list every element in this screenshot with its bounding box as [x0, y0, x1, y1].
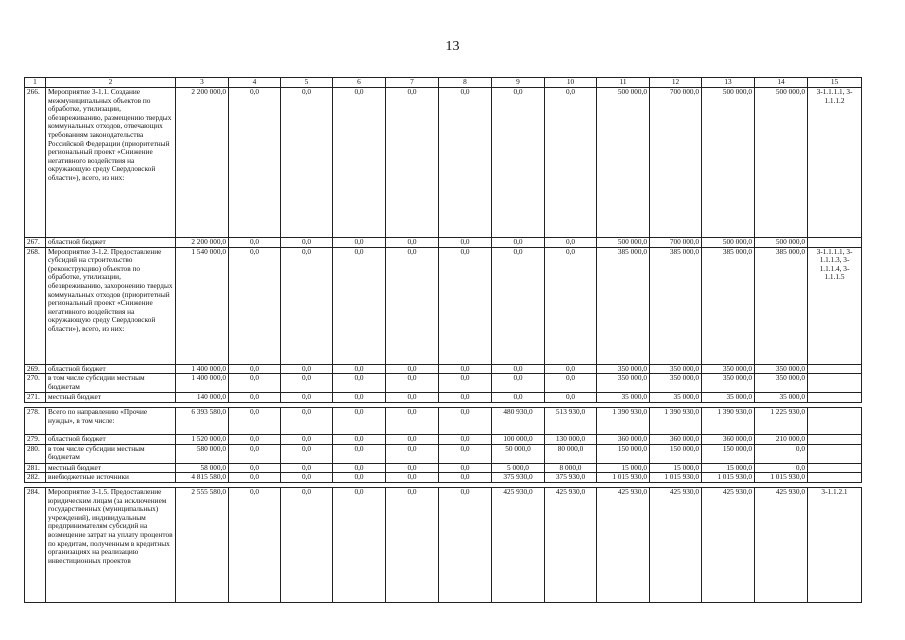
header-cell: 6: [333, 78, 386, 88]
amount-cell: 0,0: [386, 435, 439, 445]
amount-cell: 150 000,0: [597, 444, 650, 463]
target-code-cell: [808, 364, 862, 374]
amount-cell: 0,0: [281, 435, 333, 445]
amount-cell: 700 000,0: [650, 88, 702, 238]
amount-cell: 0,0: [439, 444, 492, 463]
row-number-cell: 267.: [25, 238, 46, 248]
table-row: [25, 88, 862, 238]
amount-cell: 0,0: [229, 238, 281, 248]
target-code-cell: [808, 463, 862, 473]
amount-cell: 0,0: [229, 393, 281, 403]
table-row: [25, 487, 862, 602]
header-cell: 10: [545, 78, 597, 88]
amount-cell: 4 815 580,0: [176, 473, 229, 483]
amount-cell: 0,0: [439, 473, 492, 483]
amount-cell: 0,0: [386, 473, 439, 483]
amount-cell: 2 555 580,0: [176, 487, 229, 602]
table-row: [25, 364, 862, 374]
amount-cell: 700 000,0: [650, 238, 702, 248]
amount-cell: 0,0: [545, 88, 597, 238]
header-cell: 1: [25, 78, 46, 88]
amount-cell: 0,0: [386, 247, 439, 364]
description-cell: областной бюджет: [46, 364, 176, 374]
amount-cell: 0,0: [333, 435, 386, 445]
amount-cell: 1 225 930,0: [755, 408, 808, 435]
amount-cell: 0,0: [545, 238, 597, 248]
amount-cell: 0,0: [439, 487, 492, 602]
amount-cell: 2 200 000,0: [176, 238, 229, 248]
amount-cell: 0,0: [229, 444, 281, 463]
amount-cell: 0,0: [333, 473, 386, 483]
amount-cell: 0,0: [281, 364, 333, 374]
amount-cell: 350 000,0: [650, 364, 702, 374]
amount-cell: 350 000,0: [755, 374, 808, 393]
amount-cell: 350 000,0: [702, 374, 755, 393]
amount-cell: 0,0: [333, 487, 386, 602]
amount-cell: 0,0: [333, 374, 386, 393]
amount-cell: 130 000,0: [545, 435, 597, 445]
amount-cell: 385 000,0: [755, 247, 808, 364]
amount-cell: 140 000,0: [176, 393, 229, 403]
header-cell: 8: [439, 78, 492, 88]
amount-cell: 50 000,0: [492, 444, 545, 463]
table-header-row: [25, 78, 862, 88]
row-number-cell: 284.: [25, 487, 46, 602]
amount-cell: 580 000,0: [176, 444, 229, 463]
amount-cell: 35 000,0: [702, 393, 755, 403]
page-number: 13: [445, 39, 460, 54]
amount-cell: 425 930,0: [755, 487, 808, 602]
row-number-cell: 270.: [25, 374, 46, 393]
amount-cell: 0,0: [281, 238, 333, 248]
header-cell: 5: [281, 78, 333, 88]
amount-cell: 2 200 000,0: [176, 88, 229, 238]
amount-cell: 500 000,0: [702, 88, 755, 238]
amount-cell: 0,0: [333, 444, 386, 463]
amount-cell: 5 000,0: [492, 463, 545, 473]
amount-cell: 0,0: [386, 374, 439, 393]
amount-cell: 0,0: [386, 238, 439, 248]
amount-cell: 1 015 930,0: [650, 473, 702, 483]
amount-cell: 0,0: [439, 364, 492, 374]
amount-cell: 0,0: [229, 473, 281, 483]
amount-cell: 0,0: [755, 463, 808, 473]
amount-cell: 150 000,0: [650, 444, 702, 463]
amount-cell: 0,0: [386, 88, 439, 238]
amount-cell: 0,0: [229, 435, 281, 445]
amount-cell: 375 930,0: [492, 473, 545, 483]
row-number-cell: 266.: [25, 88, 46, 238]
amount-cell: 480 930,0: [492, 408, 545, 435]
header-cell: 13: [702, 78, 755, 88]
description-cell: в том числе субсидии местным бюджетам: [46, 444, 176, 463]
amount-cell: 0,0: [281, 473, 333, 483]
amount-cell: 350 000,0: [597, 364, 650, 374]
amount-cell: 1 400 000,0: [176, 374, 229, 393]
header-cell: 14: [755, 78, 808, 88]
row-number-cell: 271.: [25, 393, 46, 403]
amount-cell: 500 000,0: [702, 238, 755, 248]
amount-cell: 0,0: [439, 408, 492, 435]
amount-cell: 0,0: [281, 487, 333, 602]
table-row: [25, 444, 862, 463]
amount-cell: 425 930,0: [702, 487, 755, 602]
amount-cell: 150 000,0: [702, 444, 755, 463]
amount-cell: 500 000,0: [755, 88, 808, 238]
amount-cell: 1 390 930,0: [702, 408, 755, 435]
amount-cell: 425 930,0: [650, 487, 702, 602]
amount-cell: 0,0: [229, 463, 281, 473]
amount-cell: 0,0: [281, 88, 333, 238]
amount-cell: 35 000,0: [597, 393, 650, 403]
amount-cell: 0,0: [545, 364, 597, 374]
amount-cell: 0,0: [545, 393, 597, 403]
target-code-cell: [808, 374, 862, 393]
target-code-cell: [808, 444, 862, 463]
amount-cell: 425 930,0: [545, 487, 597, 602]
amount-cell: 0,0: [333, 408, 386, 435]
row-number-cell: 281.: [25, 463, 46, 473]
amount-cell: 0,0: [333, 88, 386, 238]
amount-cell: 0,0: [229, 247, 281, 364]
header-cell: 2: [46, 78, 176, 88]
amount-cell: 0,0: [439, 435, 492, 445]
target-code-cell: [808, 473, 862, 483]
amount-cell: 0,0: [386, 444, 439, 463]
amount-cell: 0,0: [439, 88, 492, 238]
header-cell: 3: [176, 78, 229, 88]
target-code-cell: 3-1.1.2.1: [808, 487, 862, 602]
amount-cell: 513 930,0: [545, 408, 597, 435]
description-cell: Мероприятие 3-1.2. Предоставление субсидий на строительство (реконструкцию) объектов по обработке, утилизации, обезвреживанию, захоронению твердых коммунальных отходов (приоритетный региональный проект «Снижение негативного воздействия на окружающую среду Свердловской области»), всего, из них:: [46, 247, 176, 364]
header-cell: 7: [386, 78, 439, 88]
amount-cell: 0,0: [492, 88, 545, 238]
amount-cell: 0,0: [439, 393, 492, 403]
table-row: [25, 463, 862, 473]
amount-cell: 0,0: [545, 374, 597, 393]
amount-cell: 425 930,0: [492, 487, 545, 602]
amount-cell: 1 015 930,0: [597, 473, 650, 483]
table-row: [25, 473, 862, 483]
amount-cell: 1 540 000,0: [176, 247, 229, 364]
amount-cell: 0,0: [386, 463, 439, 473]
row-number-cell: 282.: [25, 473, 46, 483]
target-code-cell: 3-1.1.1.1, 3-1.1.1.3, 3-1.1.1.4, 3-1.1.1.5: [808, 247, 862, 364]
amount-cell: 0,0: [492, 364, 545, 374]
target-code-cell: 3-1.1.1.1, 3-1.1.1.2: [808, 88, 862, 238]
amount-cell: 385 000,0: [597, 247, 650, 364]
budget-table: [24, 77, 862, 603]
amount-cell: 360 000,0: [597, 435, 650, 445]
description-cell: местный бюджет: [46, 393, 176, 403]
amount-cell: 0,0: [281, 247, 333, 364]
description-cell: местный бюджет: [46, 463, 176, 473]
amount-cell: 385 000,0: [650, 247, 702, 364]
description-cell: Всего по направлению «Прочие нужды», в том числе:: [46, 408, 176, 435]
amount-cell: 350 000,0: [755, 364, 808, 374]
table-row: [25, 435, 862, 445]
amount-cell: 0,0: [229, 487, 281, 602]
amount-cell: 0,0: [229, 408, 281, 435]
amount-cell: 0,0: [439, 238, 492, 248]
amount-cell: 360 000,0: [650, 435, 702, 445]
amount-cell: 0,0: [229, 88, 281, 238]
amount-cell: 0,0: [333, 247, 386, 364]
amount-cell: 425 930,0: [597, 487, 650, 602]
amount-cell: 0,0: [281, 393, 333, 403]
amount-cell: 0,0: [281, 444, 333, 463]
amount-cell: 0,0: [439, 374, 492, 393]
amount-cell: 0,0: [755, 444, 808, 463]
amount-cell: 58 000,0: [176, 463, 229, 473]
amount-cell: 210 000,0: [755, 435, 808, 445]
amount-cell: 35 000,0: [650, 393, 702, 403]
amount-cell: 350 000,0: [702, 364, 755, 374]
amount-cell: 0,0: [386, 408, 439, 435]
amount-cell: 0,0: [386, 393, 439, 403]
target-code-cell: [808, 408, 862, 435]
amount-cell: 1 400 000,0: [176, 364, 229, 374]
amount-cell: 80 000,0: [545, 444, 597, 463]
header-cell: 15: [808, 78, 862, 88]
row-number-cell: 268.: [25, 247, 46, 364]
description-cell: Мероприятие 3-1.5. Предоставление юридическим лицам (за исключением государственных (муниципальных) учреждений), индивидуальным предпринимателям субсидий на возмещение затрат на уплату процентов по кредитам, полученным в кредитных организациях на реализацию инвестиционных проектов: [46, 487, 176, 602]
amount-cell: 6 393 580,0: [176, 408, 229, 435]
header-cell: 9: [492, 78, 545, 88]
description-cell: внебюджетные источники: [46, 473, 176, 483]
amount-cell: 15 000,0: [650, 463, 702, 473]
amount-cell: 0,0: [281, 374, 333, 393]
amount-cell: 500 000,0: [755, 238, 808, 248]
amount-cell: 15 000,0: [702, 463, 755, 473]
amount-cell: 350 000,0: [650, 374, 702, 393]
amount-cell: 15 000,0: [597, 463, 650, 473]
amount-cell: 360 000,0: [702, 435, 755, 445]
header-cell: 4: [229, 78, 281, 88]
amount-cell: 0,0: [281, 463, 333, 473]
amount-cell: 0,0: [545, 247, 597, 364]
target-code-cell: [808, 435, 862, 445]
amount-cell: 500 000,0: [597, 238, 650, 248]
description-cell: Мероприятие 3-1.1. Создание межмуниципальных объектов по обработке, утилизации, обезвреживанию, размещению твердых коммунальных отходов, отвечающих требованиям законодательства Российской Федерации (приоритетный региональный проект «Снижение негативного воздействия на окружающую среду Свердловской области»), всего, из них:: [46, 88, 176, 238]
amount-cell: 1 520 000,0: [176, 435, 229, 445]
amount-cell: 0,0: [386, 364, 439, 374]
amount-cell: 0,0: [439, 463, 492, 473]
table-row: [25, 374, 862, 393]
row-number-cell: 278.: [25, 408, 46, 435]
amount-cell: 100 000,0: [492, 435, 545, 445]
description-cell: областной бюджет: [46, 435, 176, 445]
amount-cell: 0,0: [333, 463, 386, 473]
amount-cell: 0,0: [492, 247, 545, 364]
target-code-cell: [808, 393, 862, 403]
amount-cell: 1 015 930,0: [755, 473, 808, 483]
amount-cell: 500 000,0: [597, 88, 650, 238]
amount-cell: 8 000,0: [545, 463, 597, 473]
amount-cell: 0,0: [386, 487, 439, 602]
row-number-cell: 280.: [25, 444, 46, 463]
table-row: [25, 238, 862, 248]
amount-cell: 0,0: [333, 238, 386, 248]
amount-cell: 1 390 930,0: [650, 408, 702, 435]
amount-cell: 0,0: [439, 247, 492, 364]
amount-cell: 0,0: [229, 364, 281, 374]
description-cell: в том числе субсидии местным бюджетам: [46, 374, 176, 393]
amount-cell: 0,0: [492, 393, 545, 403]
amount-cell: 0,0: [333, 393, 386, 403]
amount-cell: 0,0: [333, 364, 386, 374]
header-cell: 11: [597, 78, 650, 88]
amount-cell: 385 000,0: [702, 247, 755, 364]
row-number-cell: 279.: [25, 435, 46, 445]
header-cell: 12: [650, 78, 702, 88]
table-row: [25, 247, 862, 364]
target-code-cell: [808, 238, 862, 248]
amount-cell: 1 390 930,0: [597, 408, 650, 435]
description-cell: областной бюджет: [46, 238, 176, 248]
table-row: [25, 408, 862, 435]
amount-cell: 1 015 930,0: [702, 473, 755, 483]
amount-cell: 0,0: [229, 374, 281, 393]
amount-cell: 350 000,0: [597, 374, 650, 393]
amount-cell: 375 930,0: [545, 473, 597, 483]
amount-cell: 0,0: [492, 238, 545, 248]
amount-cell: 0,0: [281, 408, 333, 435]
row-number-cell: 269.: [25, 364, 46, 374]
amount-cell: 35 000,0: [755, 393, 808, 403]
amount-cell: 0,0: [492, 374, 545, 393]
table-row: [25, 393, 862, 403]
